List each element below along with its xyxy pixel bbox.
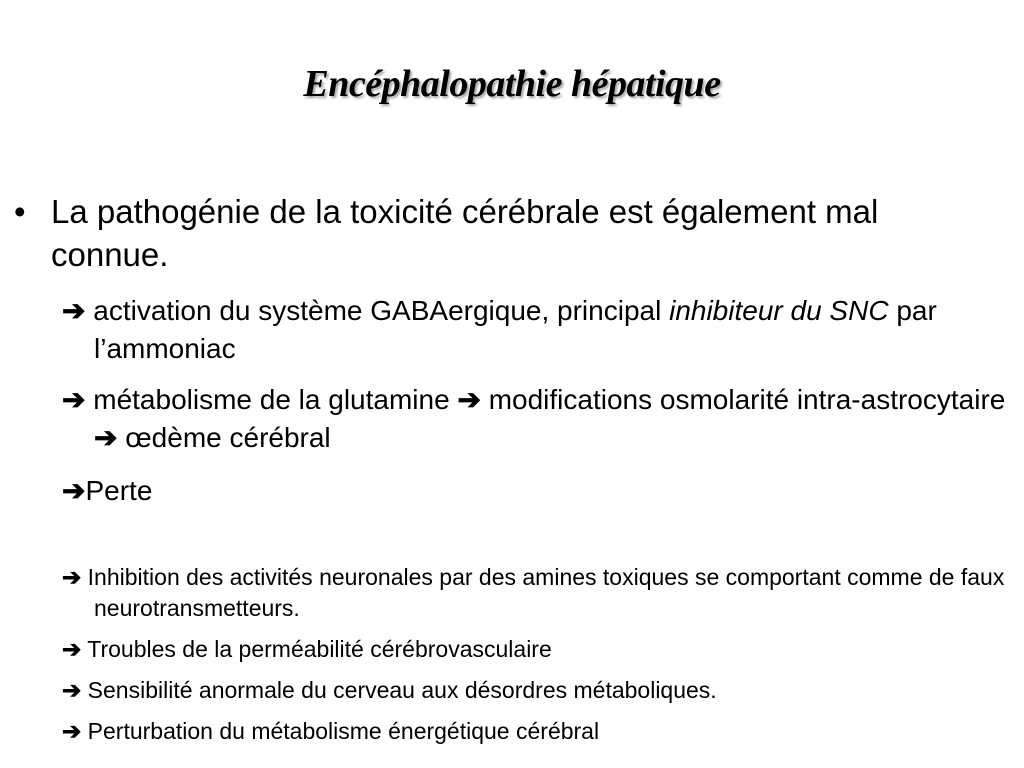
sub-item-text: par l’ammoniac: [94, 295, 937, 364]
arrow-icon: ➔: [62, 677, 82, 703]
sub-item-text: Inhibition des activités neuronales par des amines toxiques se comportant comme de faux neurotransmetteurs.: [81, 564, 1005, 621]
sub-item-text: Sensibilité anormale du cerveau aux désordres métaboliques.: [81, 677, 717, 703]
sub-item-text: modifications osmolarité intra-astrocytaire: [480, 384, 1006, 415]
sub-item-text: Perturbation du métabolisme énergétique cérébral: [81, 718, 600, 744]
arrow-icon: ➔: [62, 475, 86, 506]
sub-item-perte: [62, 472, 1007, 510]
main-bullet-text: La pathogénie de la toxicité cérébrale est également mal connue.: [51, 193, 879, 273]
arrow-icon: ➔: [457, 384, 481, 415]
sub-item-text: Troubles de la perméabilité cérébrovasculaire: [81, 636, 552, 662]
arrow-icon: ➔: [62, 295, 86, 326]
arrow-icon: ➔: [62, 636, 82, 662]
sub-item-text: œdème cérébral: [117, 422, 331, 453]
sub-item-troubles: [62, 634, 1007, 665]
sub-item-text: activation du système GABAergique, principal: [85, 295, 670, 326]
arrow-icon: ➔: [62, 564, 82, 590]
bullet-dot: •: [14, 193, 26, 230]
sub-item-text: Perte: [85, 475, 153, 506]
sub-item-inhibition: [62, 562, 1007, 624]
sub-item-sensibilite: [62, 675, 1007, 706]
main-bullet: [14, 190, 1004, 276]
sub-item-glutamine: [62, 381, 1007, 457]
sub-item-text: métabolisme de la glutamine: [85, 384, 458, 415]
sub-item-perturbation: [62, 716, 1007, 747]
sub-item-gaba: [62, 292, 1007, 368]
sub-item-italic: inhibiteur du SNC: [669, 295, 889, 326]
arrow-icon: ➔: [62, 718, 82, 744]
arrow-icon: ➔: [62, 384, 86, 415]
slide-title: Encéphalopathie hépatique: [303, 63, 721, 105]
arrow-icon: ➔: [94, 422, 118, 453]
